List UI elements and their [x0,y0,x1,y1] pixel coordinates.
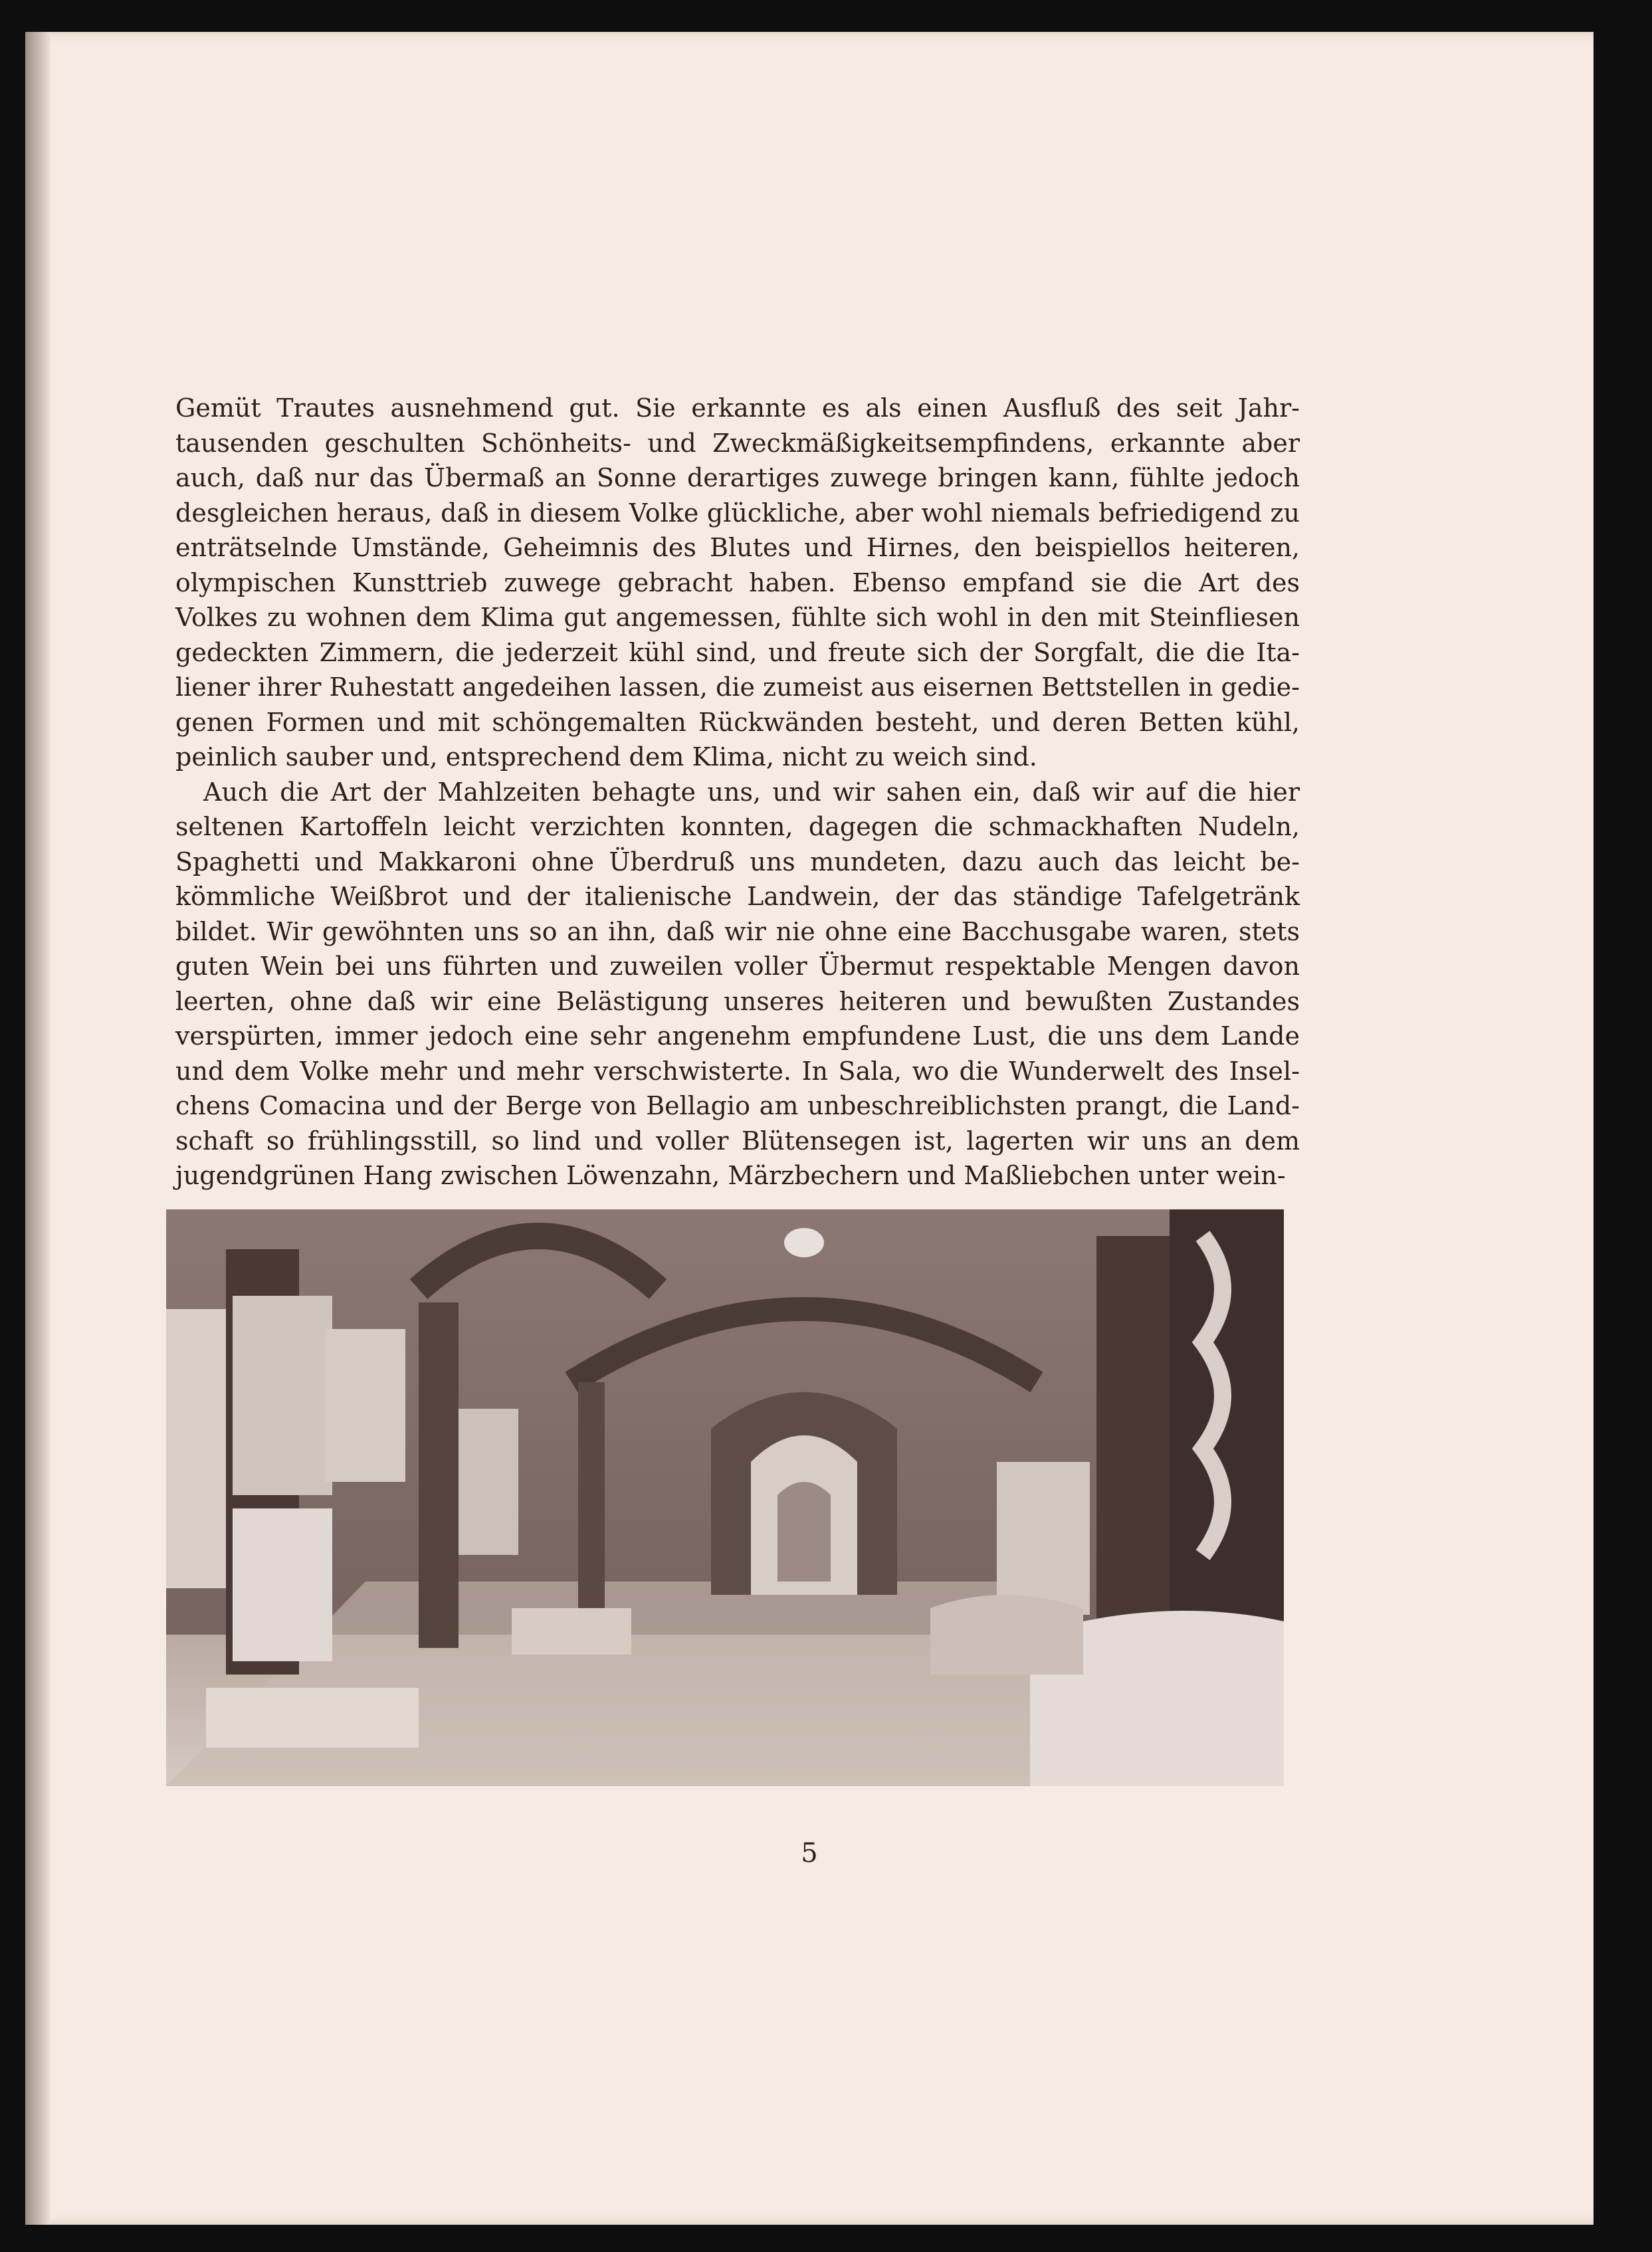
page-number: 5 [801,1838,818,1869]
paragraph-1: Gemüt Trautes ausnehmend gut. Sie erkannte es als einen Ausfluß des seit Jahrtausenden geschulten Schönheits- und Zweckmäßigkeitsempfindens, erkannte aber auch, daß nur das Übermaß an Sonne derartiges zuwege bringen kann, fühlte jedoch desgleichen heraus, daß in diesem Volke glückliche, aber wohl niemals befriedigend zu enträtselnde Umstände, Geheimnis des Blutes und Hirnes, den beispiellos heiteren, olympischen Kunsttrieb zuwege gebracht haben. Ebenso empfand sie die Art des Volkes zu wohnen dem Klima gut angemessen, fühlte sich wohl in den mit Steinfliesen gedeckten Zimmern, die jederzeit kühl sind, und freute sich der Sorgfalt, die die Italiener ihrer Ruhestatt angedeihen lassen, die zumeist aus eisernen Bettstellen in gediegenen Formen und mit schöngemalten Rückwänden besteht, und deren Betten kühl, peinlich sauber und, entsprechend dem Klima, nicht zu weich sind. [175,393,1300,771]
paragraph-2: Auch die Art der Mahlzeiten behagte uns, und wir sahen ein, daß wir auf die hier seltenen Kartoffeln leicht verzichten konnten, dagegen die schmackhaften Nudeln, Spaghetti und Makkaroni ohne Überdruß uns mundeten, dazu auch das leicht bekömmliche Weißbrot und der italienische Landwein, der das ständige Tafelgetränk bildet. Wir gewöhnten uns so an ihn, daß wir nie ohne eine Bacchusgabe waren, stets guten Wein bei uns führten und zuweilen voller Übermut respektable Mengen davon leerten, ohne daß wir eine Belästigung unseres heiteren und bewußten Zustandes verspürten, immer jedoch eine sehr angenehm empfundene Lust, die uns dem Lande und dem Volke mehr und mehr verschwisterte. In Sala, wo die Wunderwelt des Inselchens Comacina und der Berge von Bellagio am unbeschreiblichsten prangt, die Landschaft so frühlingsstill, so lind und voller Blütensegen ist, lagerten wir uns an dem jugendgrünen Hang zwischen Löwenzahn, Märzbechern und Maßliebchen unter wein- [175,777,1300,1190]
body-text [175,391,1300,1193]
arcade-photograph [166,1209,1284,1786]
book-page [25,32,1594,2225]
page-gutter-edge [25,32,51,2225]
